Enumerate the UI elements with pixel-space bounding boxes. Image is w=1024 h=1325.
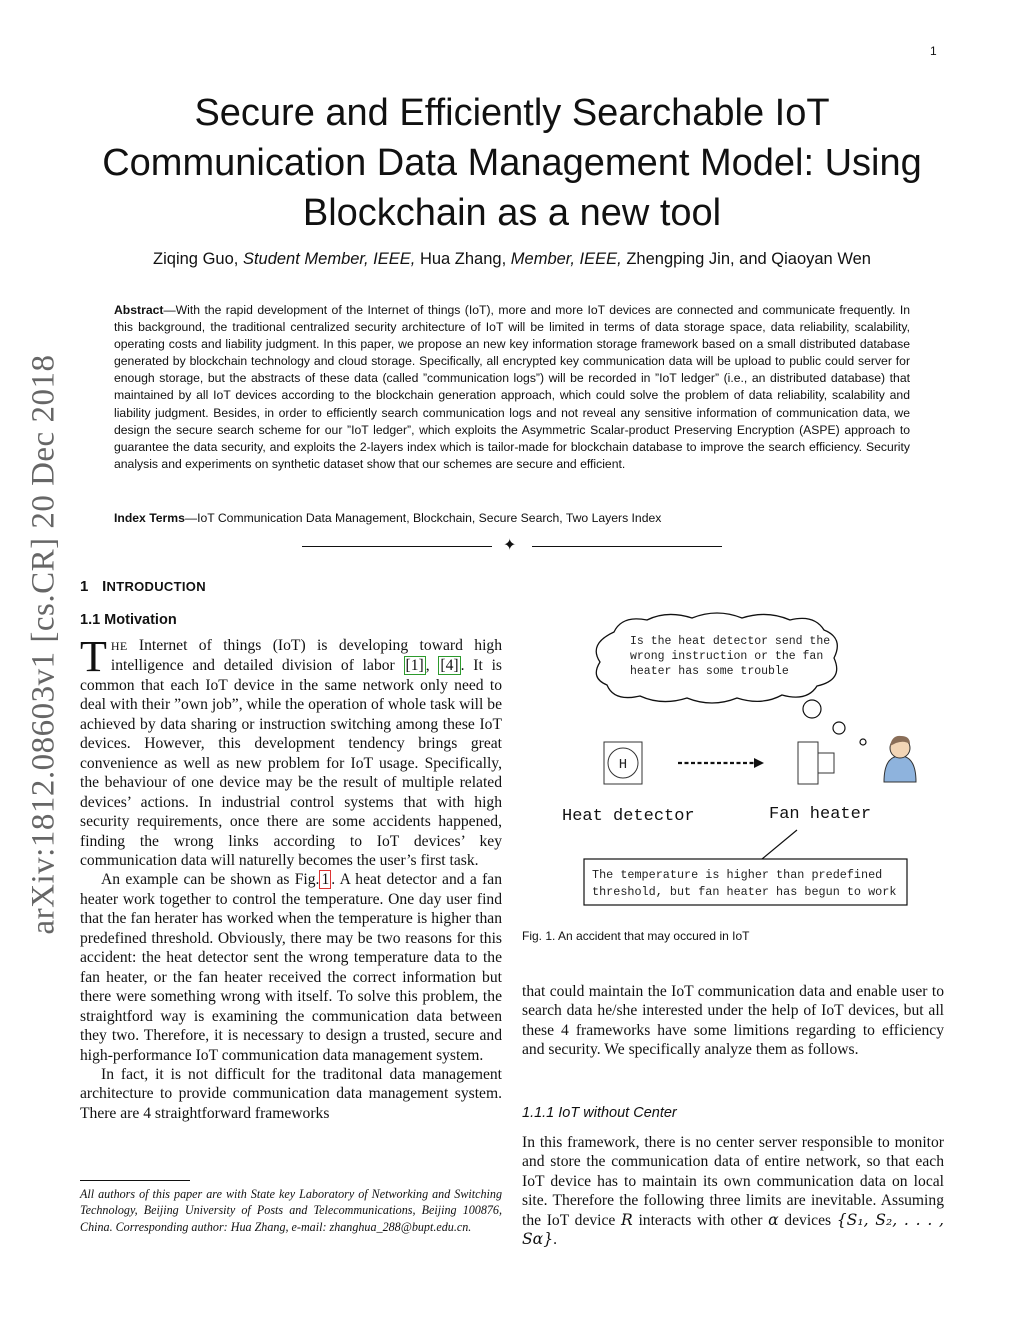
abstract-label: Abstract bbox=[114, 303, 164, 317]
paragraph-3: In fact, it is not difficult for the traditonal data management architecture to provide communication data management system. There are 4 straightforward frameworks bbox=[80, 1065, 502, 1122]
separator-left bbox=[302, 546, 492, 547]
callout-pointer bbox=[762, 830, 797, 859]
lead-caps: HE bbox=[110, 639, 128, 653]
arxiv-stamp: arXiv:1812.08603v1 [cs.CR] 20 Dec 2018 bbox=[25, 354, 62, 935]
other-authors: Zhengping Jin, and Qiaoyan Wen bbox=[626, 250, 871, 268]
author-1: Ziqing Guo, bbox=[153, 250, 239, 268]
citation-separator: , bbox=[425, 657, 439, 675]
figure-caption: Fig. 1. An accident that may occured in IoT bbox=[522, 929, 750, 943]
section-heading bbox=[80, 578, 206, 595]
subsection-heading: 1.1 Motivation bbox=[80, 612, 177, 628]
citation-link[interactable]: [1] bbox=[405, 657, 424, 675]
thought-bubble-small bbox=[860, 739, 866, 745]
thought-bubble-large bbox=[803, 700, 821, 718]
paragraph-2 bbox=[80, 870, 502, 1065]
abstract-text: —With the rapid development of the Internet of things (IoT), more and more IoT devices are connected and communicate frequently. In this background, the traditional centralized security architecture of IoT will be limited in terms of data storage space, data reliability, scalability, operating costs and liability judgment. In this paper, we propose an new key information storage framework based on a small distributed database generated by blockchain technology and cloud storage. Specifically, all encrypted key communication data will be upload to public could server for enough storage, but the abstracts of these data (called ”communication logs”) will be recorded in ”IoT ledger” (i.e., an distributed database) that maintained by all IoT devices according to the blockchain generation approach, which could solve the problem of data reliability, scalability and liability judgment. Besides, in order to efficiently search communication logs and not reveal any sensitive information of communication data, we design the secure search scheme for our ”IoT ledger”, which exploits the Asymmetric Scalar-product Preserving Encryption (ASPE) approach to guarantee the data security, and exploits the 2-layers index which is tailor-made for blockchain database to improve the search efficiency. Security analysis and experiments on synthetic dataset show that our schemes are secure and efficient. bbox=[114, 303, 910, 471]
index-terms-text: —IoT Communication Data Management, Blockchain, Secure Search, Two Layers Index bbox=[184, 511, 662, 525]
paragraph-2-text-b: . A heat detector and a fan heater work together to control the temperature. One day user find that the fan herater has worked when the temperature is higher than predefined threshold. Obviously, there may be two reasons for this accident: the heat detector sent the wrong temperature data to the fan heater, or the fan heater received the correct information but there were something wrong with itself. To solve this problem, the straightford way is examining the communication data between they two. Therefore, it is necessary to design a trusted, secure and high-performance IoT communication data management system. bbox=[80, 871, 502, 1064]
right-column-continued bbox=[522, 1133, 944, 1250]
paragraph-5-text-d: . bbox=[553, 1231, 558, 1249]
page-number: 1 bbox=[930, 44, 937, 58]
author-2-role: Member, IEEE, bbox=[510, 250, 622, 268]
separator-glyph: ✦ bbox=[503, 537, 517, 554]
section-title-rest: NTRODUCTION bbox=[106, 579, 206, 594]
fan-heater-vent bbox=[818, 753, 834, 773]
index-terms-label: Index Terms bbox=[114, 511, 185, 525]
paragraph-5-text-c: devices bbox=[778, 1211, 837, 1229]
figure-iot-accident bbox=[552, 610, 924, 910]
section-number: 1 bbox=[80, 578, 89, 595]
thought-bubble-medium bbox=[833, 722, 845, 734]
paragraph-1 bbox=[80, 632, 502, 870]
fan-heater-body bbox=[798, 742, 818, 784]
left-column bbox=[80, 632, 502, 1123]
section-title-first: I bbox=[102, 578, 107, 595]
user-icon bbox=[884, 736, 916, 782]
paragraph-1-text-b: . It is common that each IoT device in the same network only need to deal with their ”own job”, while the operation of whole task will be achieved by data sharing or instruction switching among these IoT devices. However, this development tendency brings great convenience as well as new problem for IoT usage. Specifically, the behaviour of one device may be the result of multiple related devices’ actions. In industrial control systems that with high security requirements, once there are some accidents happened, finding the wrong links according to IoT devices’ key communication data will naturelly becomes the user’s first task. bbox=[80, 657, 502, 869]
paragraph-1-text-a: Internet of things (IoT) is developing toward high intelligence and detailed division of labor bbox=[110, 637, 502, 675]
arrow-head bbox=[754, 758, 764, 768]
footnote-rule bbox=[80, 1180, 190, 1181]
separator-right bbox=[532, 546, 722, 547]
paragraph-4: that could maintain the IoT communication data and enable user to search data he/she interested under the help of IoT devices, but all these 4 frameworks have some limitions regarding to efficiency and security. We specifically analyze them as follows. bbox=[522, 983, 944, 1059]
citation-link[interactable]: [4] bbox=[440, 657, 459, 675]
index-terms bbox=[114, 510, 910, 527]
note-line-1: The temperature is higher than predefined bbox=[592, 868, 883, 882]
thought-line-3: heater has some trouble bbox=[630, 665, 789, 678]
math-var-r: R bbox=[621, 1210, 633, 1229]
paper-title: Secure and Efficiently Searchable IoT Communication Data Management Model: Using Blockchain as a new tool bbox=[102, 92, 922, 234]
paragraph-5 bbox=[522, 1133, 944, 1250]
author-line bbox=[60, 250, 964, 269]
footnote: All authors of this paper are with State key Laboratory of Networking and Switching Technology, Beijing University of Posts and Telecommunications, Beijing 100876, China. Corresponding author: Hua Zhang, e-mail: zhanghua_288@bupt.edu.cn. bbox=[80, 1187, 502, 1234]
thought-line-1: Is the heat detector send the bbox=[630, 635, 831, 648]
heat-detector-label-h: H bbox=[618, 757, 628, 773]
paragraph-5-text-a: In this framework, there is no center server responsible to monitor and store the communication data of entire network, so that each IoT device has to maintain its own communication data on local site. Therefore the following three limits are inevitable. Assuming the IoT device bbox=[522, 1134, 944, 1229]
subsubsection-heading: 1.1.1 IoT without Center bbox=[522, 1105, 677, 1121]
math-device-set: {S₁, S₂, . . . , Sα} bbox=[522, 1210, 944, 1249]
note-line-2: threshold, but fan heater has begun to work bbox=[592, 885, 897, 899]
fan-heater-label: Fan heater bbox=[769, 805, 872, 824]
paragraph-5-text-b: interacts with other bbox=[632, 1211, 769, 1229]
thought-line-2: wrong instruction or the fan bbox=[630, 650, 824, 663]
drop-cap: T bbox=[80, 632, 107, 681]
heat-detector-label: Heat detector bbox=[562, 807, 695, 826]
paragraph-2-text-a: An example can be shown as Fig. bbox=[101, 871, 320, 889]
right-column bbox=[522, 982, 944, 1060]
abstract bbox=[114, 302, 910, 473]
author-2: Hua Zhang, bbox=[419, 250, 507, 268]
figure-link[interactable]: 1 bbox=[321, 871, 330, 889]
math-var-alpha: α bbox=[768, 1210, 779, 1229]
author-1-role: Student Member, IEEE, bbox=[242, 250, 416, 268]
